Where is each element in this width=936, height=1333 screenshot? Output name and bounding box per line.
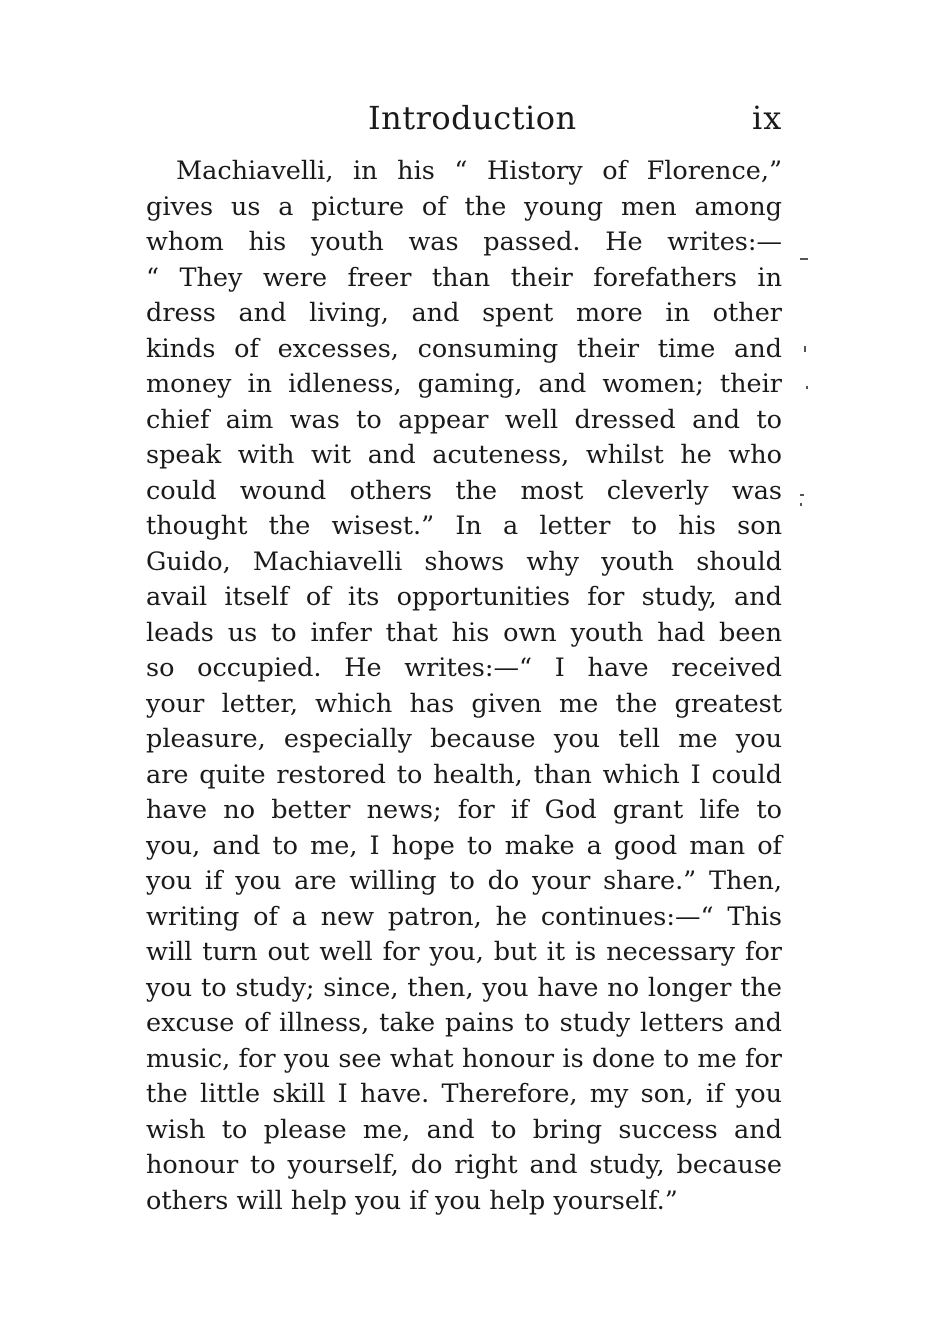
text-line: so occupied. He writes:—“ I have received: [146, 653, 782, 683]
text-line: you if you are willing to do your share.” Then,: [146, 866, 782, 896]
text-line: leads us to infer that his own youth had been: [146, 617, 782, 648]
scan-speck: [800, 503, 802, 506]
text-line: you, and to me, I hope to make a good man of: [146, 830, 782, 861]
scan-speck: [806, 386, 808, 389]
text-line: could wound others the most cleverly was: [146, 475, 782, 506]
text-line: gives us a picture of the young men among: [146, 191, 782, 222]
text-line: chief aim was to appear well dressed and to: [146, 404, 782, 435]
text-line: others will help you if you help yourself.”: [146, 1185, 678, 1216]
text-line: your letter, which has given me the greatest: [146, 688, 782, 719]
running-title: Introduction: [368, 99, 577, 137]
text-line: the little skill I have. Therefore, my son, if you: [146, 1079, 782, 1109]
text-line: Guido, Machiavelli shows why youth should: [146, 546, 782, 577]
text-line: Machiavelli, in his “ History of Florence,”: [176, 156, 782, 186]
text-line: avail itself of its opportunities for study, and: [146, 582, 782, 612]
text-line: money in idleness, gaming, and women; their: [146, 369, 782, 399]
scan-speck: [800, 494, 804, 496]
text-line: excuse of illness, take pains to study letters and: [146, 1008, 782, 1038]
scan-speck: [804, 346, 806, 352]
text-line: you to study; since, then, you have no longer the: [146, 972, 782, 1003]
text-line: honour to yourself, do right and study, because: [146, 1150, 782, 1180]
text-line: whom his youth was passed. He writes:—: [146, 227, 782, 257]
text-line: are quite restored to health, than which I could: [146, 759, 782, 790]
page-number: ix: [752, 99, 783, 137]
text-line: have no better news; for if God grant life to: [146, 795, 782, 825]
text-line: pleasure, especially because you tell me you: [146, 724, 782, 754]
text-line: “ They were freer than their forefathers in: [146, 262, 782, 293]
text-line: music, for you see what honour is done to me for: [146, 1043, 782, 1074]
text-line: will turn out well for you, but it is necessary for: [146, 937, 782, 967]
running-header: [0, 96, 936, 140]
text-line: wish to please me, and to bring success and: [146, 1114, 782, 1145]
text-line: speak with wit and acuteness, whilst he who: [146, 440, 782, 470]
text-line: dress and living, and spent more in other: [146, 298, 782, 328]
text-line: kinds of excesses, consuming their time and: [146, 333, 782, 364]
text-line: writing of a new patron, he continues:—“ This: [146, 901, 782, 932]
text-line: thought the wisest.” In a letter to his son: [146, 511, 782, 541]
body-paragraph: [146, 154, 782, 1219]
scan-speck: [800, 258, 808, 260]
